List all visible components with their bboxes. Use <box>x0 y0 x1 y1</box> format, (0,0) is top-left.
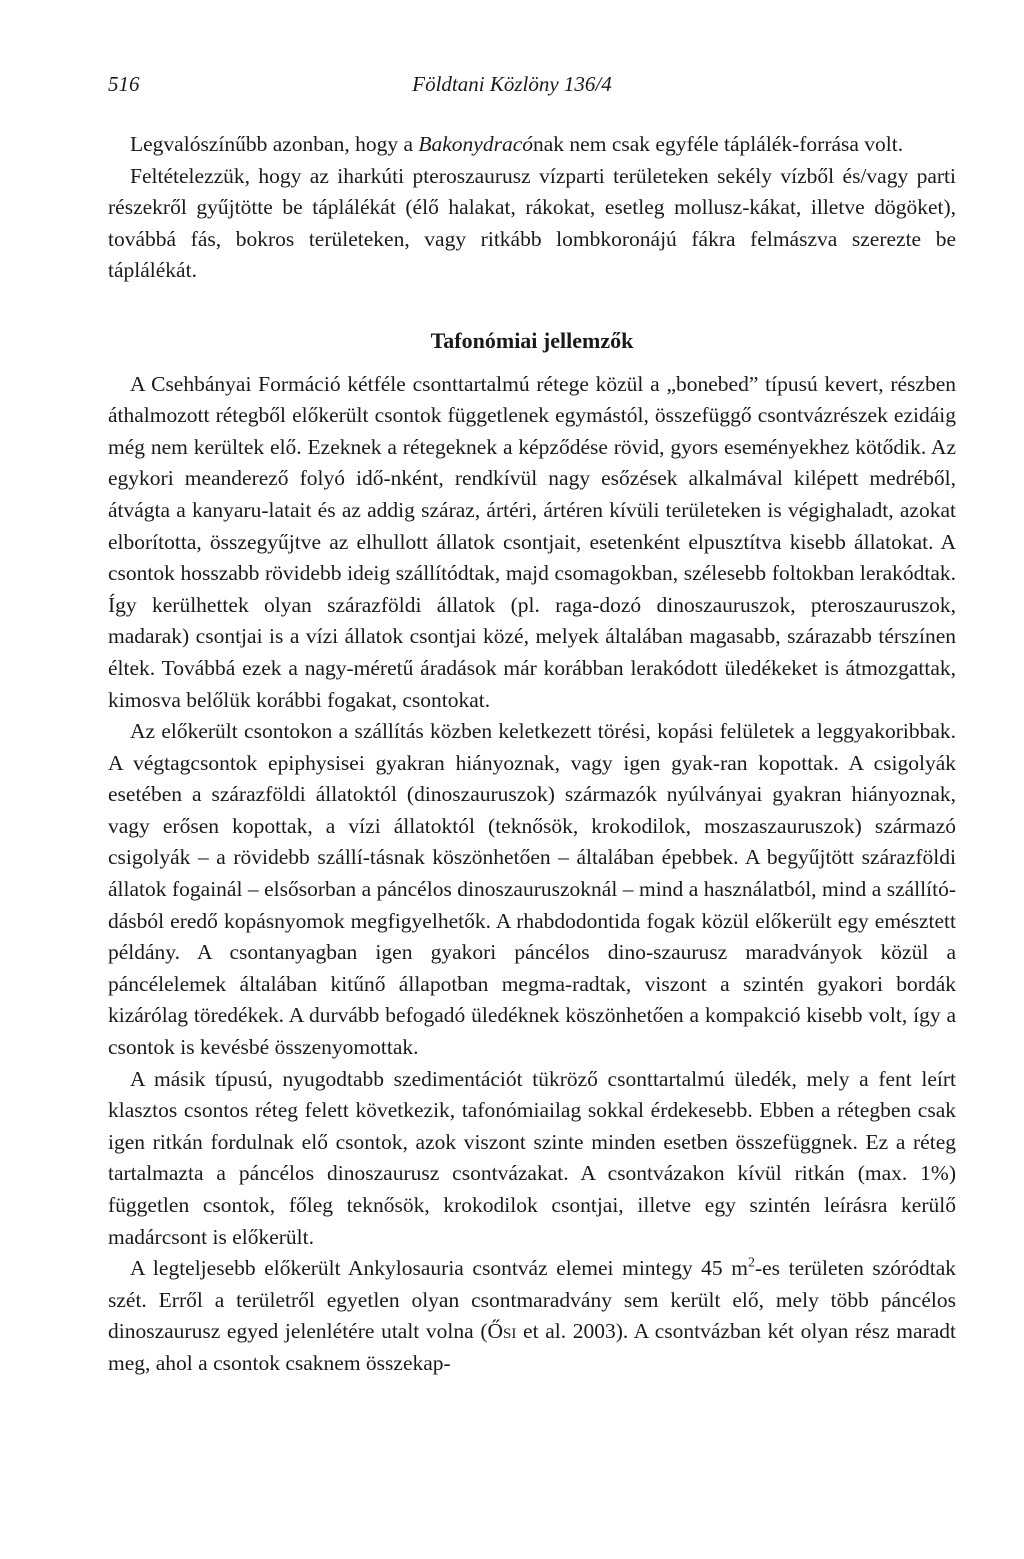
intro-paragraph-2: Feltételezzük, hogy az iharkúti pteroszaurusz vízparti területeken sekély vízből és/vagy parti részekről gyűjtötte be táplálékát (élő halakat, rákokat, esetleg mollusz-kákat, illetve dögöket), továbbá fás, bokros területeken, vagy ritkább lombkoronájú fákra felmászva szerezte be táplálékát. <box>108 163 956 283</box>
page-number: 516 <box>108 72 140 96</box>
cited-author: Ősi <box>487 1319 517 1344</box>
section-paragraph-1: A Csehbányai Formáció kétféle csonttartalmú rétege közül a „bonebed” típusú kevert, részben áthalmozott rétegből előkerült csontok függetlenek egymástól, összefüggő csontvázrészek ezidáig még nem kerültek elő. Ezeknek a rétegeknek a képződése rövid, gyors eseményekhez kötődik. Az egykori meanderező folyó idő-nként, rendkívül nagy esőzések alkalmával kilépett medréből, átvágta a kanyaru-latait és az addig száraz, ártéri, ártéren kívüli területeken is végighaladt, azokat elborította, összegyűjtve az elhullott állatok csontjait, esetenként elpusztítva kisebb állatokat. A csontok hosszabb rövidebb ideig szállítódtak, majd csomagokban, szélesebb foltokban lerakódtak. Így kerülhettek olyan szárazföldi állatok (pl. raga-dozó dinoszauruszok, pteroszauruszok, madarak) csontjai is a vízi állatok csontjai közé, melyek általában magasabb, szárazabb térszínen éltek. Továbbá ezek a nagy-méretű áradások már korábban lerakódott üledékeket is átmozgattak, kimosva belőlük korábbi fogakat, csontokat. <box>108 371 956 712</box>
section-paragraph-3: A másik típusú, nyugodtabb szedimentációt tükröző csonttartalmú üledék, mely a fent leírt klasztos csontos réteg felett következik, tafonómiailag sokkal érdekesebb. Ebben a rétegben csak igen ritkán fordulnak elő csontok, azok viszont szinte minden esetben összefüggnek. Ez a réteg tartalmazta a páncélos dinoszaurusz csontvázakat. A csontvázakon kívül ritkán (max. 1%) független csontok, főleg teknősök, krokodilok csontjai, illetve egy szintén leírásra kerülő madárcsont is előkerült. <box>108 1066 956 1249</box>
taxon-name: Bakonydracó <box>418 132 534 156</box>
intro-paragraph-1 <box>108 129 956 161</box>
intro-p1-text-a: Legvalószínűbb azonban, hogy a <box>130 132 419 156</box>
section-paragraph-4 <box>108 1253 956 1379</box>
p4-text-b: -es területen szóródtak szét. Erről a területről egyetlen olyan csontmaradvány sem került elő, mely több páncélos dinoszaurusz egyed jelenlétére utalt volna ( <box>108 1256 956 1344</box>
running-head <box>108 72 916 100</box>
body-text <box>108 129 956 1380</box>
p4-text-a: A legteljesebb előkerült Ankylosauria csontváz elemei mintegy 45 m <box>130 1256 748 1281</box>
p4-text-c: et al. 2003). A csontvázban két olyan rész maradt meg, ahol a csontok csaknem összekap- <box>108 1319 956 1375</box>
intro-p1-text-b: nak nem csak egyféle táplálék-forrása volt. <box>533 132 904 156</box>
journal-title: Földtani Közlöny 136/4 <box>412 72 612 96</box>
superscript: 2 <box>747 1255 755 1271</box>
section-heading: Tafonómiai jellemzők <box>430 327 634 353</box>
section-paragraph-2: Az előkerült csontokon a szállítás közben keletkezett törési, kopási felületek a leggyakoribbak. A végtagcsontok epiphysisei gyakran hiányoznak, vagy igen gyak-ran kopottak. A csigolyák esetében a szárazföldi állatoktól (dinoszauruszok) származók nyúlványai gyakran hiányoznak, vagy erősen kopottak, a vízi állatoktól (teknősök, krokodilok, moszaszauruszok) származó csigolyák – a rövidebb szállí-tásnak köszönhetően – általában épebbek. A begyűjtött szárazföldi állatok fogainál – elsősorban a páncélos dinoszauruszoknál – mind a használatból, mind a szállító-dásból eredő kopásnyomok megfigyelhetők. A rhabdodontida fogak közül előkerült egy emésztett példány. A csontanyagban igen gyakori páncélos dino-szaurusz maradványok közül a páncélelemek általában kitűnő állapotban megma-radtak, viszont a szintén gyakori bordák kizárólag töredékek. A durvább befogadó üledéknek köszönhetően a kompakció kisebb volt, így a csontok is kevésbé összenyomottak. <box>108 719 956 1060</box>
